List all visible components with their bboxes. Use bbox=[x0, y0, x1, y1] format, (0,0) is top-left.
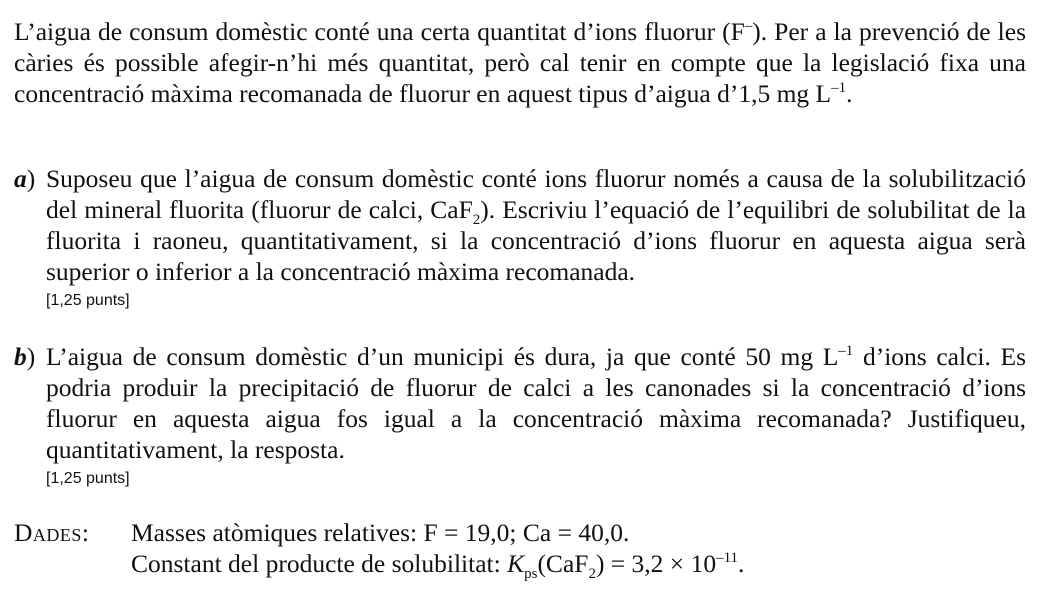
question-a-points: [1,25 punts] bbox=[46, 292, 130, 309]
question-a-text-2: ). Escriviu l’equació de l’equilibri de solubilitat de la fluorita i raoneu, quantitativament, si la concentració d’ions fluorur en aquesta aigua serà superior o inferior a la concentració màxima recomanada. bbox=[46, 195, 1027, 286]
data-section bbox=[14, 517, 1026, 582]
ksp-symbol bbox=[507, 549, 538, 582]
ksp-line bbox=[131, 548, 1026, 582]
ksp-formula-pre: (CaF bbox=[537, 549, 589, 578]
question-a-letter: a bbox=[14, 164, 27, 193]
ksp-line-end: . bbox=[738, 549, 745, 578]
intro-paragraph bbox=[14, 16, 1026, 109]
ksp-subscript: ps bbox=[524, 566, 538, 582]
question-a-text-1: Suposeu que l’aigua de consum domèstic conté ions fluorur només a causa de la solubilització del mineral fluorita (fluorur de calci, CaF bbox=[46, 164, 1026, 224]
question-b bbox=[14, 341, 1026, 489]
ksp-exponent: –11 bbox=[716, 550, 739, 566]
ksp-formula-subscript: 2 bbox=[588, 566, 596, 582]
unit-exponent: –1 bbox=[831, 80, 847, 96]
question-b-text-1: L’aigua de consum domèstic d’un municipi és dura, ja que conté 50 mg L bbox=[46, 342, 839, 371]
ksp-k: K bbox=[507, 549, 525, 578]
intro-text-3: . bbox=[846, 79, 853, 108]
question-b-paren: ) bbox=[26, 342, 36, 371]
question-a-paren: ) bbox=[26, 164, 36, 193]
question-a-text bbox=[46, 163, 1026, 287]
ksp-line-prefix: Constant del producte de solubilitat: bbox=[131, 549, 508, 578]
question-b-points: [1,25 punts] bbox=[46, 470, 130, 487]
atomic-masses-line: Masses atòmiques relatives: F = 19,0; Ca = 40,0. bbox=[131, 518, 630, 547]
intro-text-2: ). Per a la prevenció de les càries és possible afegir-n’hi més quantitat, però cal tenir en compte que la legislació fixa una concentració màxima recomanada de fluorur en aquest tipus d’aigua d’1,5 mg L bbox=[14, 17, 1026, 108]
question-b-marker bbox=[14, 341, 35, 372]
question-a bbox=[14, 163, 1026, 311]
data-lines bbox=[131, 517, 1026, 582]
question-a-marker bbox=[14, 163, 35, 194]
data-label: Dades: bbox=[14, 518, 90, 547]
question-b-exponent: –1 bbox=[838, 343, 854, 359]
ksp-formula-post: ) = 3,2 × 10 bbox=[595, 549, 717, 578]
question-b-text bbox=[46, 341, 1026, 465]
fluoride-charge: – bbox=[744, 18, 753, 34]
question-b-letter: b bbox=[14, 342, 27, 371]
question-b-text-2: d’ions calci. Es podria produir la precipitació de fluorur de calci a les canonades si la concentració d’ions fluorur en aquesta aigua fos igual a la concentració màxima recomanada? Justifiqueu, quantitativament, la resposta. bbox=[46, 342, 1026, 464]
question-a-subscript: 2 bbox=[472, 212, 481, 228]
intro-text-1: L’aigua de consum domèstic conté una certa quantitat d’ions fluorur (F bbox=[14, 17, 745, 46]
